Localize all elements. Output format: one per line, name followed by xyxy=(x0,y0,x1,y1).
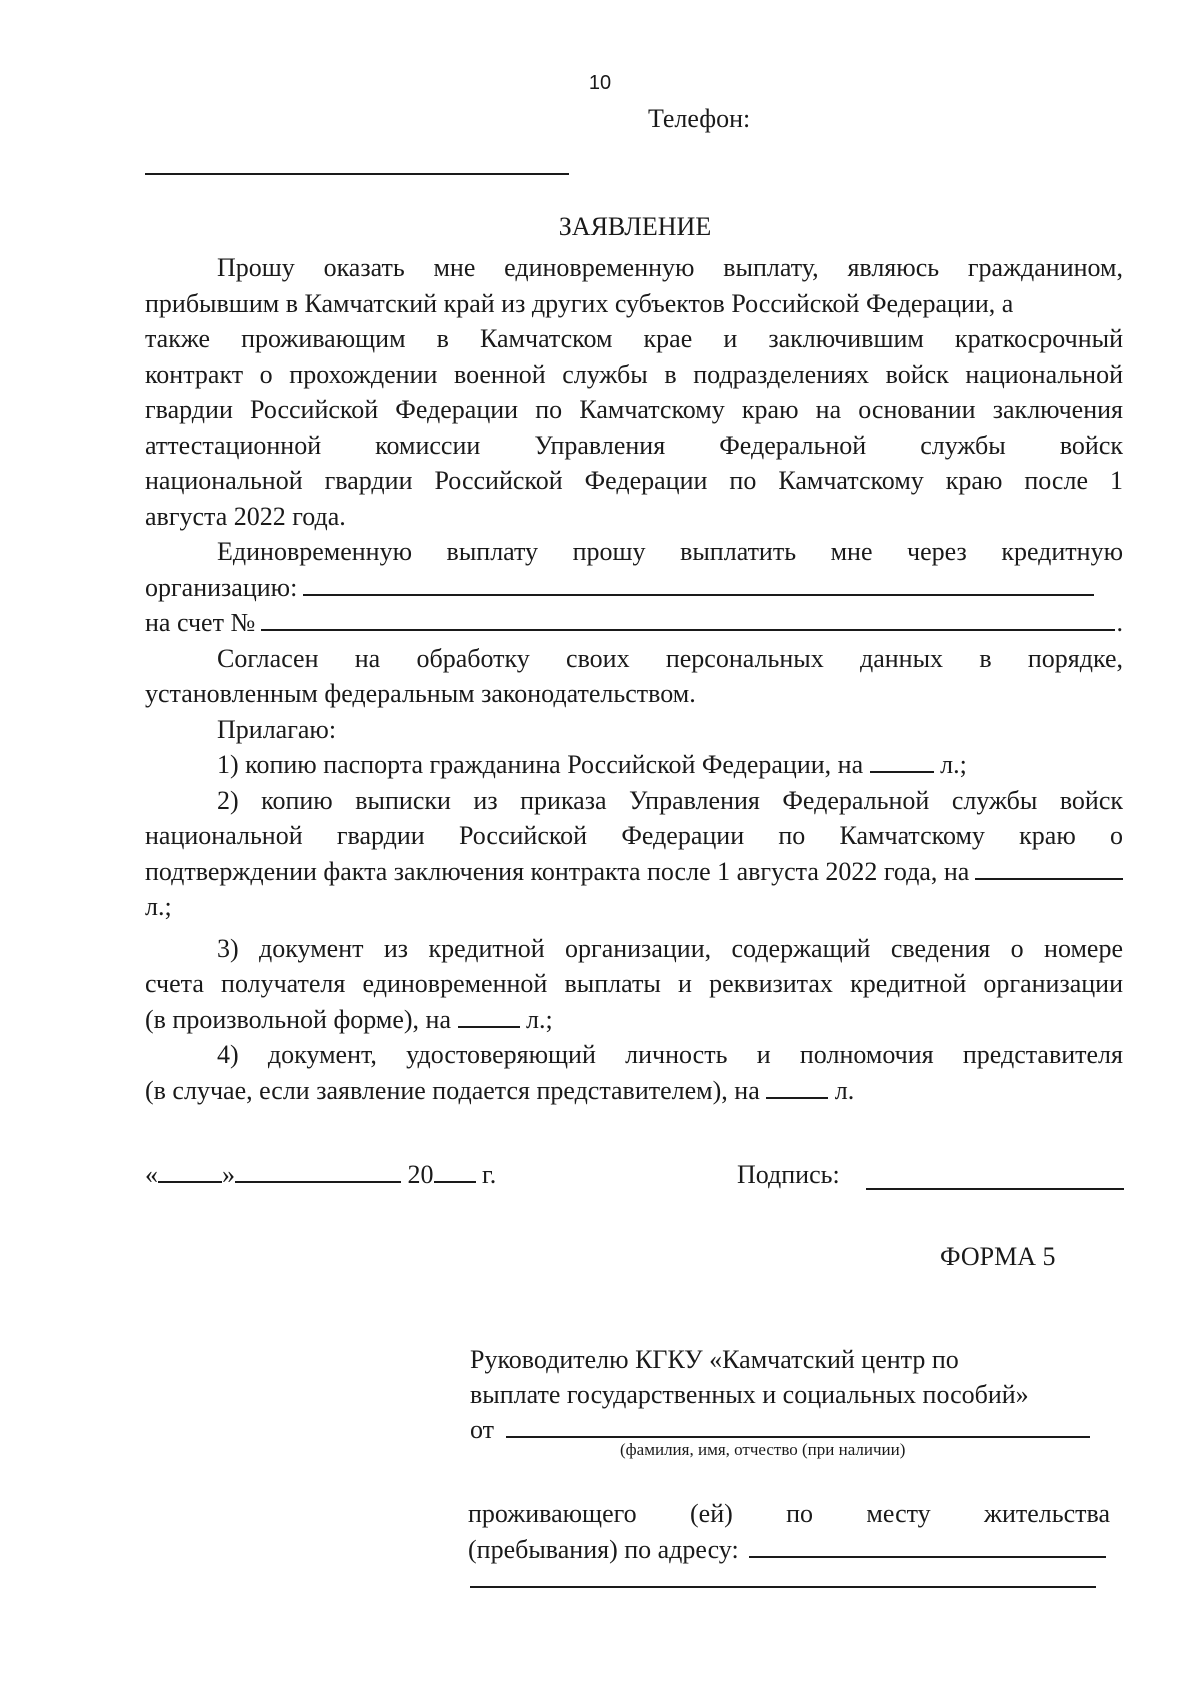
form-label: ФОРМА 5 xyxy=(940,1242,1056,1271)
organization-field[interactable] xyxy=(303,570,1094,596)
date-close-quote: » xyxy=(222,1160,235,1189)
item1-text: 1) копию паспорта гражданина Российской Федерации, на xyxy=(217,750,864,779)
from-label: от xyxy=(470,1415,495,1444)
signature-label: Подпись: xyxy=(737,1160,840,1189)
addressee-line2: выплате государственных и социальных пособий» xyxy=(470,1380,1029,1409)
item3-line2: счета получателя единовременной выплаты и реквизитах кредитной организации xyxy=(145,969,1123,998)
item3-line1: 3) документ из кредитной организации, содержащий сведения о номере xyxy=(217,933,1123,963)
phone-field-line[interactable] xyxy=(145,173,569,175)
item3-pages-field[interactable] xyxy=(458,1006,520,1028)
date-year-prefix: 20 xyxy=(407,1160,434,1189)
para1-line2: прибывшим в Камчатский край из других субъектов Российской Федерации, а xyxy=(145,288,1014,318)
item2-line2: национальной гвардии Российской Федерации по Камчатскому краю о xyxy=(145,821,1123,850)
phone-label: Телефон: xyxy=(648,104,751,133)
full-name-hint: (фамилия, имя, отчество (при наличии) xyxy=(620,1440,906,1459)
item3-line3-text: (в произвольной форме), на xyxy=(145,1004,452,1034)
application-body xyxy=(145,250,1123,1108)
item4-line1: 4) документ, удостоверяющий личность и полномочия представителя xyxy=(217,1040,1123,1069)
para3-line2: установленным федеральным законодательством. xyxy=(145,679,696,708)
para1-line8: августа 2022 года. xyxy=(145,501,346,531)
item3-end: л.; xyxy=(526,1004,553,1034)
date-open-quote: « xyxy=(145,1160,158,1189)
signature-field[interactable] xyxy=(866,1188,1124,1190)
account-row xyxy=(145,605,1123,641)
para1-line4: контракт о прохождении военной службы в подразделениях войск национальной xyxy=(145,359,1123,389)
residence-line2 xyxy=(468,1532,1110,1568)
para1-line1: Прошу оказать мне единовременную выплату, являюсь гражданином, xyxy=(217,253,1123,282)
organization-row xyxy=(145,570,1100,606)
para3-line1: Согласен на обработку своих персональных данных в порядке, xyxy=(217,643,1123,673)
address-field-continuation[interactable] xyxy=(470,1586,1096,1588)
item1-end: л.; xyxy=(940,750,967,779)
residence-line1: проживающего (ей) по месту жительства xyxy=(468,1499,1110,1528)
addressee-block xyxy=(470,1342,1110,1447)
address-field[interactable] xyxy=(749,1532,1106,1558)
item4-line2-text: (в случае, если заявление подается представителем), на xyxy=(145,1075,760,1105)
item2-line1: 2) копию выписки из приказа Управления Федеральной службы войск xyxy=(217,785,1123,815)
item4-pages-field[interactable] xyxy=(766,1077,828,1099)
date-month-field[interactable] xyxy=(235,1161,401,1183)
para1-line3: также проживающим в Камчатском крае и заключившим краткосрочный xyxy=(145,324,1123,353)
attach-label: Прилагаю: xyxy=(217,714,337,744)
item3-line3 xyxy=(145,1002,1123,1038)
item1 xyxy=(145,747,1123,783)
para1-line5: гвардии Российской Федерации по Камчатскому краю на основании заключения xyxy=(145,395,1123,424)
item4-line2 xyxy=(145,1073,1123,1109)
date-day-field[interactable] xyxy=(158,1161,222,1183)
para1-line7: национальной гвардии Российской Федерации по Камчатскому краю после 1 xyxy=(145,466,1123,495)
page-number: 10 xyxy=(588,72,612,94)
para2-line1: Единовременную выплату прошу выплатить мне через кредитную xyxy=(217,537,1123,566)
document-title: ЗАЯВЛЕНИЕ xyxy=(558,212,712,241)
item1-pages-field[interactable] xyxy=(870,751,934,773)
account-end: . xyxy=(1116,608,1123,637)
item2-line3 xyxy=(145,854,1123,890)
date-year-field[interactable] xyxy=(434,1161,476,1183)
item2-pages-field[interactable] xyxy=(975,854,1123,880)
item2-line3-text: подтверждении факта заключения контракта после 1 августа 2022 года, на xyxy=(145,856,970,886)
account-field[interactable] xyxy=(261,605,1114,631)
organization-label: организацию: xyxy=(145,572,298,602)
residence-label: (пребывания) по адресу: xyxy=(468,1535,739,1564)
date-row xyxy=(145,1160,496,1190)
item4-end: л. xyxy=(834,1075,855,1105)
account-label: на счет № xyxy=(145,608,256,637)
full-name-field[interactable] xyxy=(506,1412,1090,1438)
addressee-line1: Руководителю КГКУ «Камчатский центр по xyxy=(470,1345,959,1374)
item2-line4: л.; xyxy=(145,892,172,921)
residence-block xyxy=(468,1496,1110,1568)
para1-line6: аттестационной комиссии Управления Федеральной службы войск xyxy=(145,430,1123,460)
date-year-suffix: г. xyxy=(482,1160,497,1189)
